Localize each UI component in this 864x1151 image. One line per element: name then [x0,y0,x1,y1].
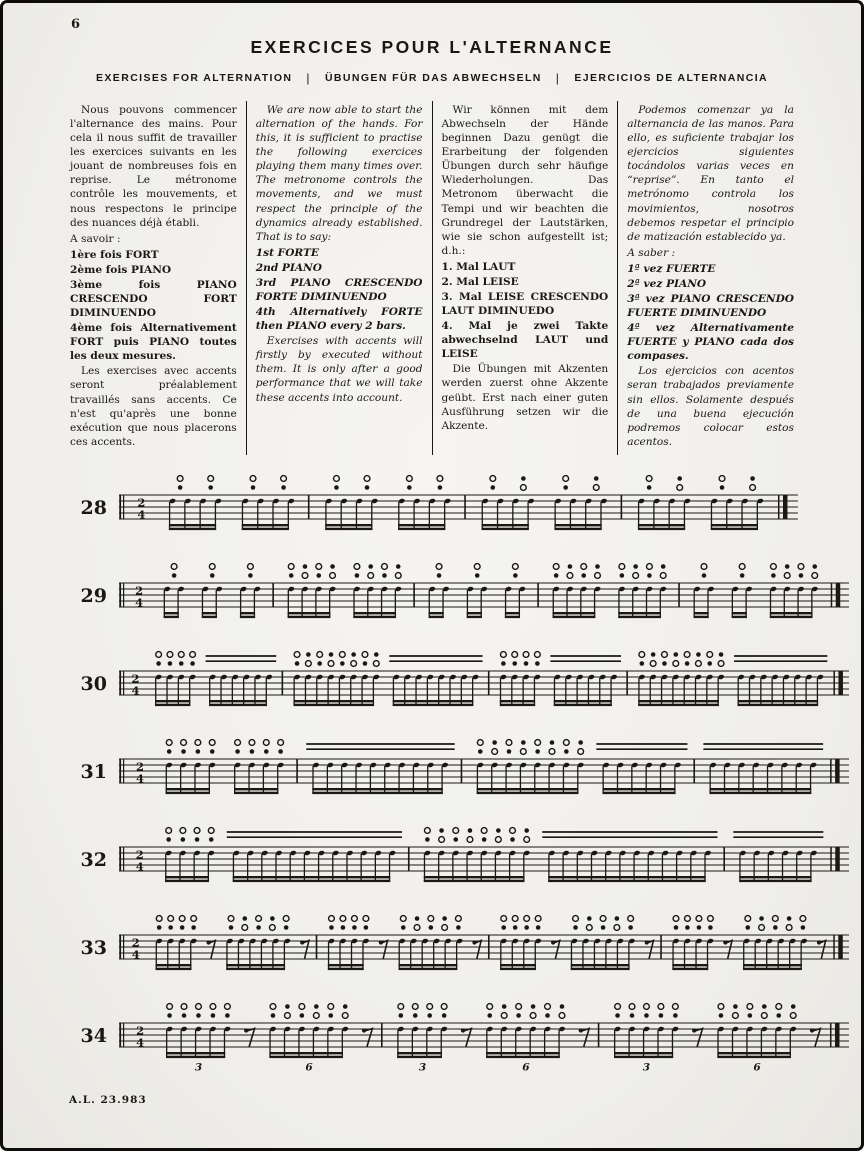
paragraph: A savoir : [70,232,121,245]
svg-text:2: 2 [137,495,146,510]
subtitle-german: ÜBUNGEN FÜR DAS ABWECHSELN [324,72,542,84]
svg-text:2: 2 [136,1023,145,1038]
subtitle-divider: | [306,71,311,85]
exercise-row [65,997,861,1075]
exercise-row [65,909,861,987]
dynamics-line: 1. Mal LAUT [441,260,516,273]
staff-notation [119,909,849,987]
paragraph: Die Übungen mit Akzenten werden zuerst ohne Akzente geübt. Erst nach einer guten Ausführung setzen wir die Akzente. [441,363,609,432]
music-section [65,469,861,1075]
paragraph: Nous pouvons commencer l'alternance des mains. Pour cela il nous suffit de travailler les exercices suivants en les jouant de nombreuses fois en reprise. Le métronome contrôle les mouvements, et nous respectons le principe des nuances déjà établi. [70,104,237,229]
dynamics-line: 1st FORTE [255,246,319,259]
svg-text:2: 2 [135,759,144,774]
text-columns [61,101,803,455]
dynamics-line: 2ª vez PIANO [627,277,707,290]
svg-text:4: 4 [136,1035,145,1050]
svg-text:4: 4 [135,771,144,786]
paragraph: Les exercises avec accents seront préalablement travaillés sans accents. Ce n'est qu'après une bonne exécution que nous placerons ces accents. [70,365,237,448]
svg-text:3: 3 [194,1061,203,1074]
exercise-number: 34 [80,1024,107,1047]
svg-text:6: 6 [753,1061,761,1074]
exercise-number: 28 [80,496,107,519]
svg-text:4: 4 [131,683,140,698]
staff-notation [119,821,849,899]
svg-text:4: 4 [137,507,146,522]
paragraph: We are now able to start the alternation of the hands. For this, it is sufficient to practise the following exercices playing them many times over. The metronome controls the movements, and we must respect the principle of the dynamics already established. That is to say: [255,104,423,243]
staff-notation [119,469,849,547]
exercise-row [65,469,861,547]
exercise-number: 31 [80,760,107,783]
dynamics-line: 3rd PIANO CRESCENDO FORTE DIMINUENDO [255,276,423,304]
column-german [432,101,618,455]
svg-text:2: 2 [135,847,144,862]
staff-notation [119,557,849,635]
exercise-number: 30 [80,672,107,695]
paragraph: A saber : [627,246,676,259]
svg-text:2: 2 [135,583,144,598]
exercise-row [65,821,861,899]
svg-text:3: 3 [418,1061,427,1074]
paragraph: Los ejercicios con acentos seran trabajados previamente sin ellos. Solamente después de una buena ejecución podremos colocar estos acentos. [627,365,794,448]
svg-text:2: 2 [131,935,140,950]
exercise-row [65,557,861,635]
svg-text:4: 4 [135,595,144,610]
dynamics-line: 4ème fois Alternativement FORT puis PIANO toutes les deux mesures. [70,322,237,363]
staff-notation [119,997,849,1075]
paragraph: Podemos comenzar ya la alternancia de las manos. Para ello, es suficiente trabajar los ejercicios siguientes tocándolos varias veces en “reprise”. En tanto el metrónomo controla los movimientos, nosotros debemos respetar el principio de matización establecido ya. [627,104,794,243]
exercise-number: 29 [80,584,107,607]
exercise-number: 32 [80,848,107,871]
subtitle-spanish: EJERCICIOS DE ALTERNANCIA [574,72,768,84]
paragraph: Exercises with accents will firstly by executed without them. It is only after a good performance that we will take these accents into account. [255,335,423,404]
paragraph: Wir können mit dem Abwechseln der Hände beginnen Dazu genügt die Erarbeitung der folgenden Übungen durch sehr häufige Wiederholungen. Das Metronom überwacht die Tempi und wir beachten die Grundregel der Lautstärken, wie sie schon aufgestellt ist; d.h.: [441,104,609,257]
svg-text:4: 4 [131,947,140,962]
exercise-row [65,733,861,811]
dynamics-line: 3. Mal LEISE CRESCENDO LAUT DIMINUEDO [441,291,609,318]
staff-notation [119,733,849,811]
dynamics-line: 3ème fois PIANO CRESCENDO FORT DIMINUENDO [70,278,237,320]
dynamics-line: 2nd PIANO [255,261,322,274]
dynamics-line: 2. Mal LEISE [441,275,519,288]
dynamics-line: 1ère fois FORT [70,248,159,261]
page-number: 6 [71,17,81,32]
svg-text:2: 2 [131,671,140,686]
exercise-number: 33 [80,936,107,959]
dynamics-line: 3ª vez PIANO CRESCENDO FUERTE DIMINUENDO [627,293,794,320]
dynamics-line: 1ª vez FUERTE [627,262,716,275]
exercise-row [65,645,861,723]
catalog-number: A.L. 23.983 [69,1094,147,1106]
column-english [246,101,432,455]
column-spanish [617,101,803,455]
dynamics-line: 4ª vez Alternativamente FUERTE y PIANO cada dos compases. [627,322,794,363]
column-french [61,101,246,455]
svg-text:6: 6 [305,1061,313,1074]
subtitle-english: EXERCISES FOR ALTERNATION [96,72,293,84]
dynamics-line: 4. Mal je zwei Takte abwechselnd LAUT und LEISE [441,320,609,361]
page-title: EXERCICES POUR L'ALTERNANCE [250,37,614,57]
dynamics-line: 4th Alternatively FORTE then PIANO every 2 bars. [255,306,423,333]
subtitle-divider: | [555,71,561,85]
staff-notation [119,645,849,723]
subtitle-row [3,71,861,85]
dynamics-line: 2ème fois PIANO [70,263,172,276]
svg-text:6: 6 [522,1061,530,1074]
svg-text:4: 4 [135,859,144,874]
svg-text:3: 3 [642,1061,651,1074]
